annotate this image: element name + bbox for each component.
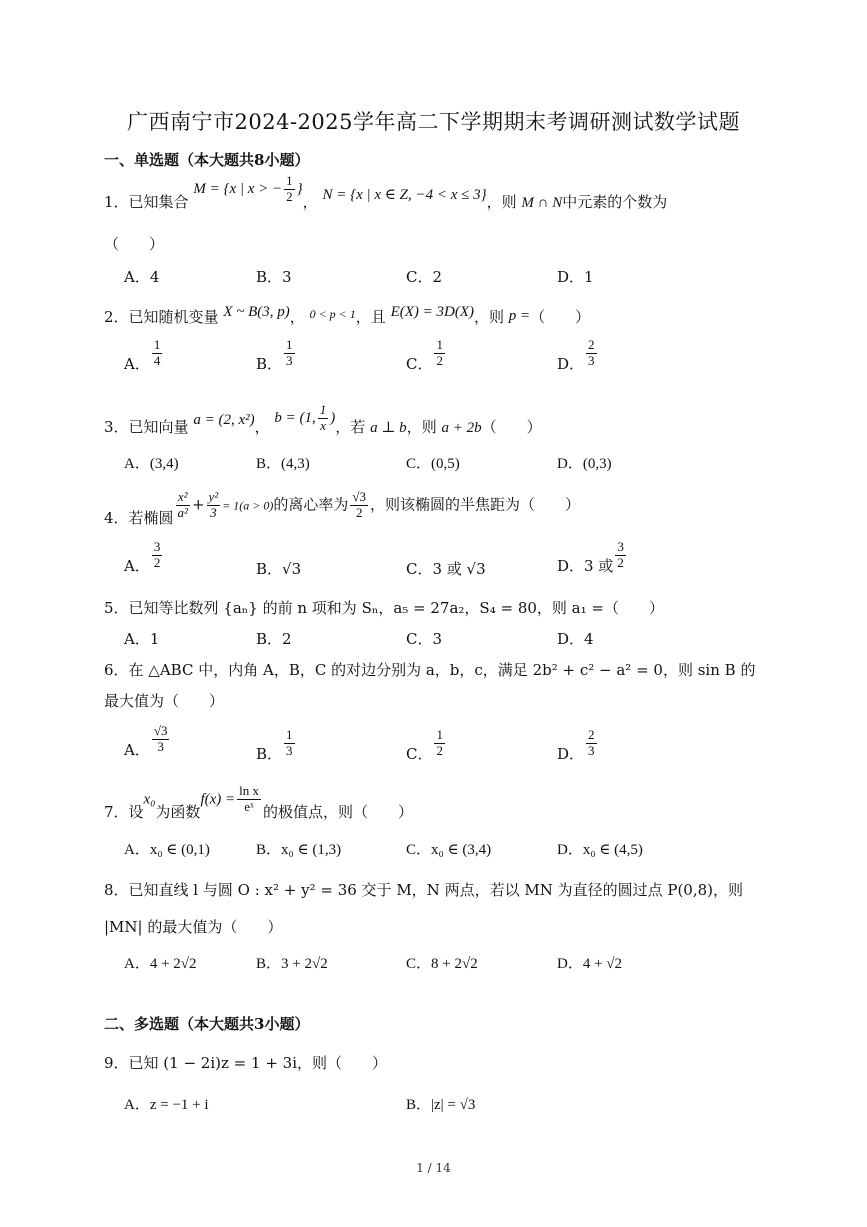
q6-option-c: C． $\frac{1}{2}$	[406, 727, 443, 764]
q8-option-d: D．4 + √2	[557, 956, 623, 972]
q1-blank: （ ）	[104, 235, 165, 253]
q2-option-a: A． $\frac{1}{4}$	[124, 337, 161, 374]
q7-option-a: A．x₀ ∈ (0,1)	[124, 842, 210, 858]
q1-option-d: D．1	[557, 268, 594, 286]
q5-option-a: A．1	[124, 630, 160, 648]
q6-option-a: A． $\frac{√3}{3}$	[124, 723, 168, 760]
q2-p: p =	[508, 308, 531, 324]
q8-option-c: C．8 + 2√2	[406, 956, 478, 972]
q7-option-b: B．x₀ ∈ (1,3)	[256, 842, 342, 858]
section-heading-single-choice: 一、单选题（本大题共8小题）	[104, 151, 310, 169]
q3-vector-b: b = (1, $\frac{1}{x}$ )	[274, 402, 336, 433]
q8-option-b: B．3 + 2√2	[256, 956, 328, 972]
q5-option-d: D．4	[557, 630, 594, 648]
q1-option-c: C．2	[406, 268, 443, 286]
q9-option-b: B．|z| = √3	[406, 1097, 476, 1113]
q1-set-n: N = {x | x ∈ Z, −4 < x ≤ 3}	[322, 186, 487, 203]
q2-option-c: C． $\frac{1}{2}$	[406, 337, 443, 374]
q5-option-b: B．2	[256, 630, 292, 648]
q2-option-d: D． $\frac{2}{3}$	[557, 337, 595, 374]
q3-option-d: D．(0,3)	[557, 456, 612, 472]
q3-option-a: A．(3,4)	[124, 456, 179, 472]
q1-intersection: M ∩ N	[521, 194, 563, 211]
page-number: 1 / 14	[416, 1161, 451, 1175]
section-heading-multiple-choice: 二、多选题（本大题共3小题）	[104, 1015, 310, 1033]
q6-option-d: D． $\frac{2}{3}$	[557, 727, 595, 764]
question-9: 9．已知 (1 − 2i)z = 1 + 3i，则（ ）	[104, 1054, 388, 1072]
q3-sum: a + 2b	[441, 419, 482, 436]
q2-option-b: B． $\frac{1}{3}$	[256, 337, 293, 374]
page-title: 广西南宁市2024-2025学年高二下学期期末考调研测试数学试题	[127, 110, 740, 134]
q1-option-a: A．4	[124, 268, 160, 286]
question-8-line-1: 8．已知直线 l 与圆 O : x² + y² = 36 交于 M，N 两点，若以 MN 为直径的圆过点 P(0,8)，则	[104, 881, 744, 899]
question-5: 5．已知等比数列 {aₙ} 的前 n 项和为 Sₙ，a₅ = 27a₂，S₄ = 80，则 a₁ =（ ）	[104, 599, 664, 617]
question-1: 1．已知集合 M = {x | x > − $\frac{1}{2}$ }， N = {x | x ∈ Z, −4 < x ≤ 3}，则 M ∩ N中元素的个数为	[104, 173, 668, 211]
question-7: 7．设x₀为函数f(x) = $\frac{\text{ln x}}{\text{eˣ}}$ 的极值点，则（ ）	[104, 783, 414, 822]
q7-option-c: C．x₀ ∈ (3,4)	[406, 842, 492, 858]
q4-option-d: D．3 或 $\frac{3}{2}$	[557, 539, 624, 576]
q7-option-d: D．x₀ ∈ (4,5)	[557, 842, 643, 858]
q6-option-b: B． $\frac{1}{3}$	[256, 727, 293, 764]
q3-option-b: B．(4,3)	[256, 456, 310, 472]
q7-x0: x₀	[143, 791, 156, 808]
q1-option-b: B．3	[256, 268, 292, 286]
q7-function: f(x) =	[200, 791, 236, 808]
q3-perpendicular: a ⊥ b	[370, 419, 407, 436]
q8-option-a: A．4 + 2√2	[124, 956, 197, 972]
q3-vector-a: a = (2, x²)	[193, 411, 255, 428]
q4-option-a: A． $\frac{3}{2}$	[124, 539, 161, 576]
q3-option-c: C．(0,5)	[406, 456, 460, 472]
q4-option-b: B．√3	[256, 560, 302, 578]
question-4: 4．若椭圆 $\frac{\text{x²}}{\text{a²}}$ + $\frac{\text{y²}}{3}$ = 1(a > 0)的离心率为 $\frac{√3}{2}$ ，则该椭圆的半焦距为（ ）	[104, 489, 581, 528]
q4-option-c: C．3 或 √3	[406, 560, 486, 578]
q9-option-a: A．z = −1 + i	[124, 1097, 209, 1113]
q1-set-m: M = {x | x > − $\frac{1}{2}$ }	[193, 173, 303, 204]
q5-option-c: C．3	[406, 630, 443, 648]
q2-distribution: X ~ B(3, p)	[223, 304, 290, 320]
question-3: 3．已知向量 a = (2, x²)， b = (1, $\frac{1}{x}$ )，若 a ⊥ b，则 a + 2b（ ）	[104, 402, 542, 436]
question-8-line-2: |MN| 的最大值为（ ）	[104, 918, 283, 936]
q2-expectation: E(X) = 3D(X)	[390, 304, 474, 320]
question-6-line-1: 6．在 △ABC 中，内角 A，B，C 的对边分别为 a，b，c，满足 2b² + c² − a² = 0，则 sin B 的	[104, 661, 756, 679]
q4-ellipse-eq: = 1(a > 0)	[222, 498, 274, 513]
q2-condition: 0 < p < 1	[309, 307, 356, 321]
q1-stem: 1．已知集合	[104, 192, 189, 211]
question-2: 2．已知随机变量 X ~ B(3, p)， $^{0 < p < 1}$，且 E(X) = 3D(X)，则 p =（ ）	[104, 304, 591, 326]
question-6-line-2: 最大值为（ ）	[104, 692, 225, 710]
